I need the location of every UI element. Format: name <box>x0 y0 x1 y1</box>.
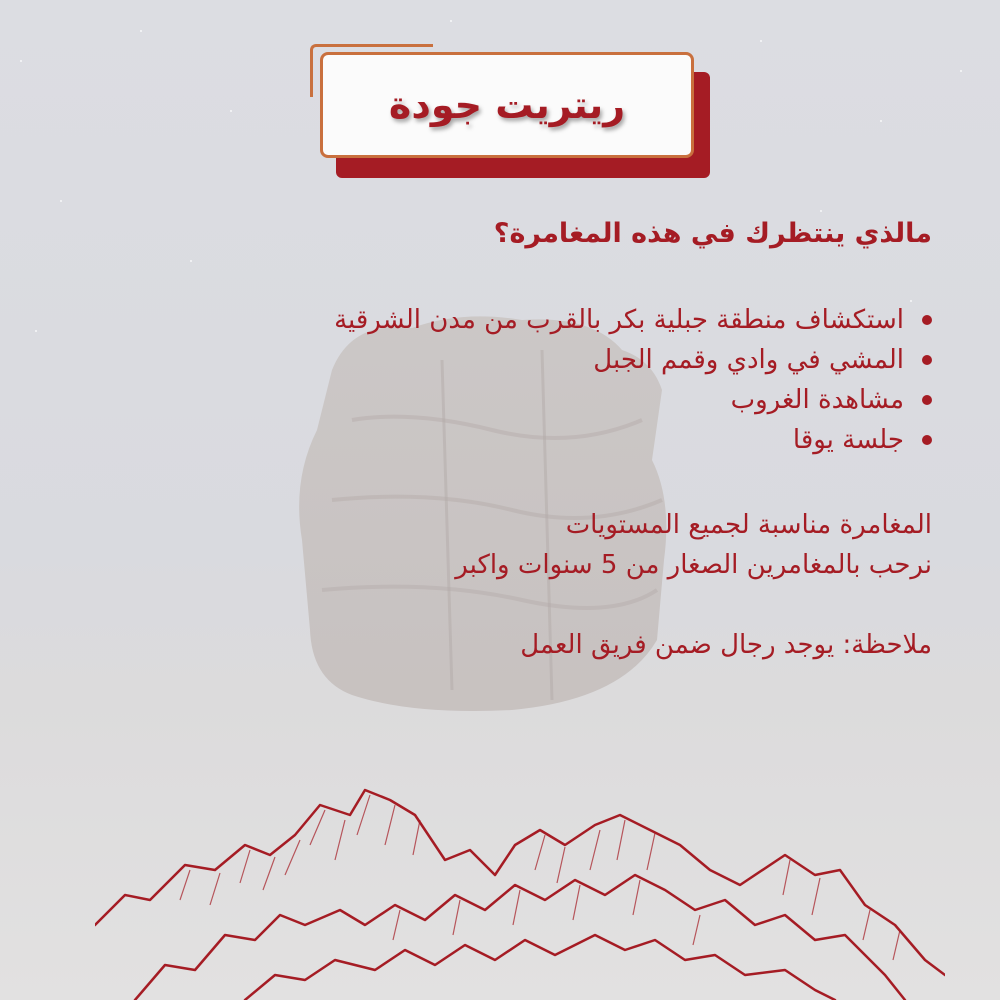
list-item-text: جلسة يوقا <box>792 425 904 455</box>
age-line: نرحب بالمغامرين الصغار من 5 سنوات واكبر <box>455 550 932 580</box>
list-item-text: مشاهدة الغروب <box>730 385 904 415</box>
mountain-range-illustration <box>95 775 945 1000</box>
list-item <box>334 340 932 380</box>
title-card <box>320 52 694 158</box>
list-item <box>334 420 932 460</box>
staff-note: ملاحظة: يوجد رجال ضمن فريق العمل <box>520 630 932 660</box>
activities-list <box>334 300 932 460</box>
list-item-text: استكشاف منطقة جبلية بكر بالقرب من مدن الشرقية <box>334 305 904 335</box>
levels-info <box>455 505 932 585</box>
bullet-icon <box>922 355 932 365</box>
list-item <box>334 380 932 420</box>
list-item-text: المشي في وادي وقمم الجبل <box>593 345 904 375</box>
levels-line: المغامرة مناسبة لجميع المستويات <box>565 510 932 540</box>
question-heading: مالذي ينتظرك في هذه المغامرة؟ <box>493 218 932 249</box>
bullet-icon <box>922 435 932 445</box>
list-item <box>334 300 932 340</box>
page-title: ريتريت جودة <box>388 83 626 127</box>
bullet-icon <box>922 315 932 325</box>
bullet-icon <box>922 395 932 405</box>
